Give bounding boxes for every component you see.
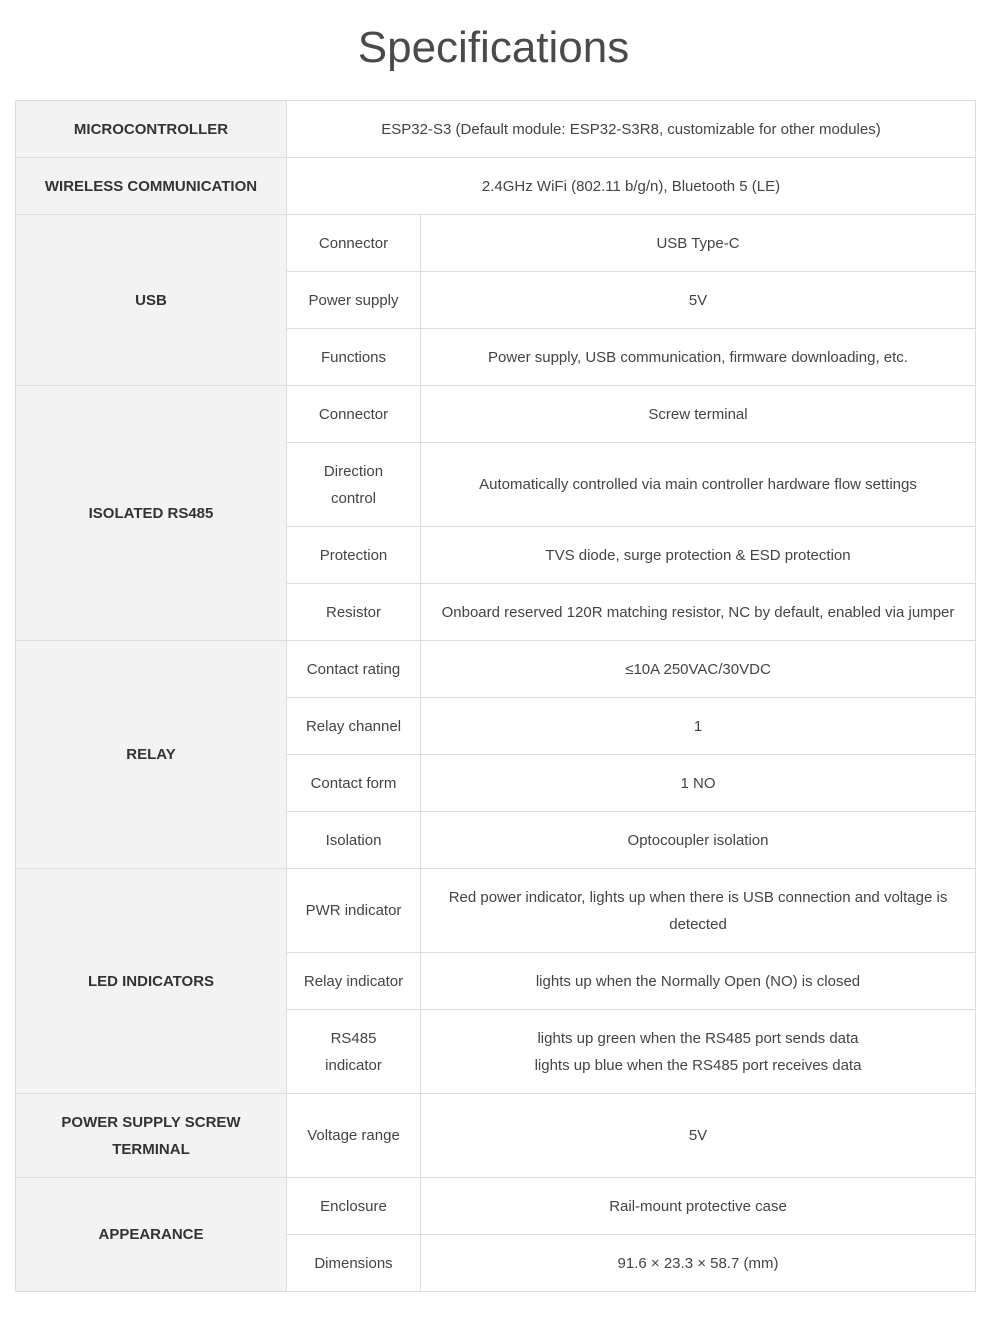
subcategory-value: 5V xyxy=(421,1094,976,1178)
category-microcontroller: MICROCONTROLLER xyxy=(16,101,287,158)
subcategory-value xyxy=(421,1010,976,1094)
subcategory-value: ≤10A 250VAC/30VDC xyxy=(421,641,976,698)
table-row xyxy=(16,869,976,953)
table-row xyxy=(16,1094,976,1178)
subcategory-value: TVS diode, surge protection & ESD protection xyxy=(421,527,976,584)
subcategory-label: RS485 indicator xyxy=(287,1010,421,1094)
specifications-table xyxy=(15,100,976,1292)
category-relay: RELAY xyxy=(16,641,287,869)
table-row xyxy=(16,1178,976,1235)
subcategory-value: Optocoupler isolation xyxy=(421,812,976,869)
subcategory-label: Protection xyxy=(287,527,421,584)
subcategory-value: 5V xyxy=(421,272,976,329)
subcategory-label: Connector xyxy=(287,215,421,272)
table-row xyxy=(16,158,976,215)
subcategory-label: Isolation xyxy=(287,812,421,869)
subcategory-value: Red power indicator, lights up when there is USB connection and voltage is detected xyxy=(421,869,976,953)
subcategory-label: Dimensions xyxy=(287,1235,421,1292)
value-wireless-communication: 2.4GHz WiFi (802.11 b/g/n), Bluetooth 5 (LE) xyxy=(287,158,976,215)
subcategory-value: USB Type-C xyxy=(421,215,976,272)
category-power-supply-screw-terminal: POWER SUPPLY SCREW TERMINAL xyxy=(16,1094,287,1178)
subcategory-value: Onboard reserved 120R matching resistor, NC by default, enabled via jumper xyxy=(421,584,976,641)
subcategory-value: Power supply, USB communication, firmware downloading, etc. xyxy=(421,329,976,386)
subcategory-label: Direction control xyxy=(287,443,421,527)
subcategory-value: lights up when the Normally Open (NO) is closed xyxy=(421,953,976,1010)
subcategory-label: Power supply xyxy=(287,272,421,329)
category-appearance: APPEARANCE xyxy=(16,1178,287,1292)
subcategory-value: 91.6 × 23.3 × 58.7 (mm) xyxy=(421,1235,976,1292)
subcategory-label: Connector xyxy=(287,386,421,443)
value-line: lights up blue when the RS485 port receives data xyxy=(534,1056,862,1074)
category-wireless-communication: WIRELESS COMMUNICATION xyxy=(16,158,287,215)
category-isolated-rs485: ISOLATED RS485 xyxy=(16,386,287,641)
value-line: lights up green when the RS485 port sends data xyxy=(537,1029,859,1047)
category-usb: USB xyxy=(16,215,287,386)
table-row xyxy=(16,101,976,158)
subcategory-label: Contact form xyxy=(287,755,421,812)
subcategory-label: Enclosure xyxy=(287,1178,421,1235)
table-row xyxy=(16,215,976,272)
category-led-indicators: LED INDICATORS xyxy=(16,869,287,1094)
subcategory-label: Resistor xyxy=(287,584,421,641)
subcategory-label: PWR indicator xyxy=(287,869,421,953)
subcategory-value: Rail-mount protective case xyxy=(421,1178,976,1235)
table-row xyxy=(16,386,976,443)
subcategory-label: Relay indicator xyxy=(287,953,421,1010)
subcategory-value: 1 NO xyxy=(421,755,976,812)
subcategory-value: Automatically controlled via main controller hardware flow settings xyxy=(421,443,976,527)
subcategory-label: Voltage range xyxy=(287,1094,421,1178)
page-title: Specifications xyxy=(357,23,630,72)
subcategory-value: Screw terminal xyxy=(421,386,976,443)
subcategory-label: Contact rating xyxy=(287,641,421,698)
value-microcontroller: ESP32-S3 (Default module: ESP32-S3R8, customizable for other modules) xyxy=(287,101,976,158)
subcategory-label: Functions xyxy=(287,329,421,386)
table-row xyxy=(16,641,976,698)
subcategory-value: 1 xyxy=(421,698,976,755)
subcategory-label: Relay channel xyxy=(287,698,421,755)
